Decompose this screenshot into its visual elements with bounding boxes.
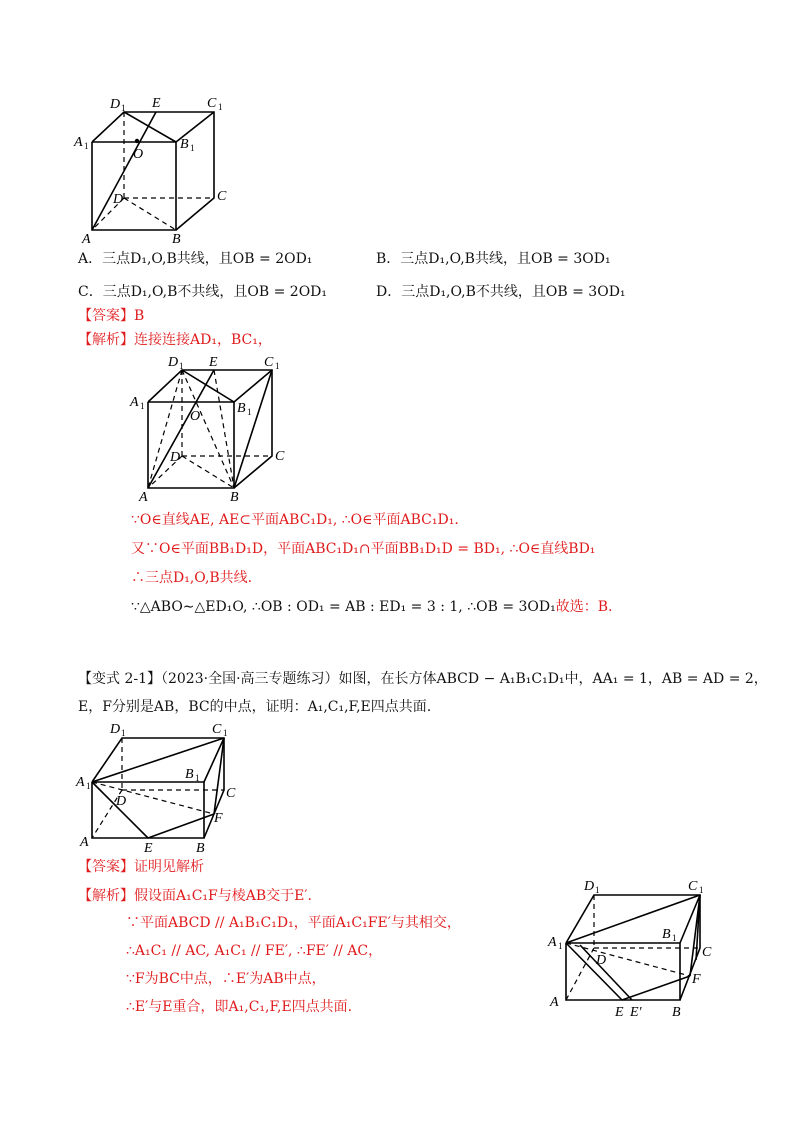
analysis-1-line1: ∵O∈直线AE, AE⊂平面ABC₁D₁, ∴O∈平面ABC₁D₁. [131, 512, 459, 528]
option-c: C．三点D₁,O,B不共线，且OB = 2OD₁ [78, 284, 328, 300]
svg-text:1: 1 [121, 103, 126, 113]
label-A1: A [74, 135, 83, 150]
label4-C: C [702, 945, 712, 960]
analysis-1-line4-math: ∵△ABO∼△ED₁O, ∴OB : OD₁ = AB : ED₁ = 3 : 1, ∴OB = 3OD₁ [131, 599, 556, 615]
svg-text:1: 1 [558, 941, 563, 951]
svg-text:1: 1 [223, 728, 228, 738]
label3-F: F [214, 811, 223, 826]
svg-text:1: 1 [672, 933, 677, 943]
answer-1: 【答案】B [78, 308, 145, 324]
analysis-2-intro: 【解析】假设面A₁C₁F与棱AB交于E′. [78, 888, 313, 904]
analysis-2-line2: ∴A₁C₁ // AC, A₁C₁ // FE′, ∴FE′ // AC， [126, 943, 383, 959]
variant-line2: E，F分别是AB，BC的中点，证明：A₁,C₁,F,E四点共面. [78, 699, 432, 715]
svg-text:1: 1 [140, 401, 145, 411]
label2-D1: D [168, 355, 179, 370]
label2-D: D [170, 450, 181, 465]
svg-text:1: 1 [84, 141, 89, 151]
svg-text:1: 1 [86, 781, 91, 791]
label4-F: F [692, 972, 701, 987]
analysis-2-line3: ∵F为BC中点，∴E′为AB中点， [126, 971, 326, 987]
label4-A: A [550, 995, 559, 1010]
label-D1: D [110, 97, 121, 112]
analysis-1-intro: 【解析】连接连接AD₁，BC₁， [78, 332, 272, 348]
label-C: C [217, 189, 227, 204]
label3-D1: D [110, 722, 121, 737]
label4-A1: A [548, 935, 557, 950]
label2-B1: B [237, 401, 246, 416]
svg-text:1: 1 [595, 885, 600, 895]
box-edges-2 [566, 895, 700, 1000]
label3-D: D [116, 794, 127, 809]
svg-text:1: 1 [218, 102, 223, 112]
label3-A: A [80, 835, 89, 850]
label4-D1: D [584, 879, 595, 894]
svg-text:1: 1 [275, 361, 280, 371]
label2-A: A [139, 490, 148, 505]
label3-E: E [144, 841, 153, 856]
label2-C: C [275, 449, 285, 464]
option-b: B．三点D₁,O,B共线，且OB = 3OD₁ [376, 251, 611, 267]
label4-E-prime: E' [630, 1005, 642, 1020]
variant-line1: 【变式 2-1】（2023·全国·高三专题练习）如图，在长方体ABCD − A₁B₁C₁D₁中，AA₁ = 1，AB = AD = 2， [78, 671, 768, 687]
svg-text:1: 1 [247, 407, 252, 417]
analysis-2-line1: ∵平面ABCD // A₁B₁C₁D₁，平面A₁C₁FE′与其相交， [126, 915, 461, 931]
label-D: D [113, 192, 124, 207]
svg-text:1: 1 [699, 885, 704, 895]
label4-B1: B [662, 927, 671, 942]
answer-2: 【答案】证明见解析 [78, 859, 204, 875]
label4-E: E [615, 1005, 624, 1020]
label-A: A [82, 232, 91, 247]
label3-B: B [196, 841, 205, 856]
label2-B: B [230, 490, 239, 505]
option-a: A．三点D₁,O,B共线，且OB = 2OD₁ [78, 251, 313, 267]
analysis-1-line3: ∴三点D₁,O,B共线. [131, 570, 253, 586]
label-C1: C [207, 96, 217, 111]
label2-O: O [190, 409, 201, 424]
label4-B: B [672, 1005, 681, 1020]
label3-B1: B [185, 767, 194, 782]
analysis-2-line4: ∴E′与E重合，即A₁,C₁,F,E四点共面. [126, 999, 353, 1015]
analysis-1-line4-tail: 故选：B. [555, 599, 613, 615]
label3-C: C [226, 786, 236, 801]
label-B: B [172, 232, 181, 247]
label3-C1: C [212, 722, 222, 737]
svg-text:1: 1 [195, 773, 200, 783]
label2-C1: C [264, 355, 274, 370]
label-O: O [133, 147, 144, 162]
label-B1: B [180, 137, 189, 152]
analysis-1-line2: 又∵O∈平面BB₁D₁D，平面ABC₁D₁∩平面BB₁D₁D = BD₁, ∴O∈直线BD₁ [131, 541, 596, 557]
label2-A1: A [130, 395, 139, 410]
label4-D: D [596, 953, 607, 968]
label3-A1: A [76, 775, 85, 790]
label2-E: E [209, 355, 218, 370]
svg-text:1: 1 [190, 143, 195, 153]
label4-C1: C [688, 879, 698, 894]
option-d: D．三点D₁,O,B不共线，且OB = 3OD₁ [376, 284, 626, 300]
label-E: E [152, 96, 161, 111]
svg-text:1: 1 [179, 361, 184, 371]
svg-text:1: 1 [121, 728, 126, 738]
